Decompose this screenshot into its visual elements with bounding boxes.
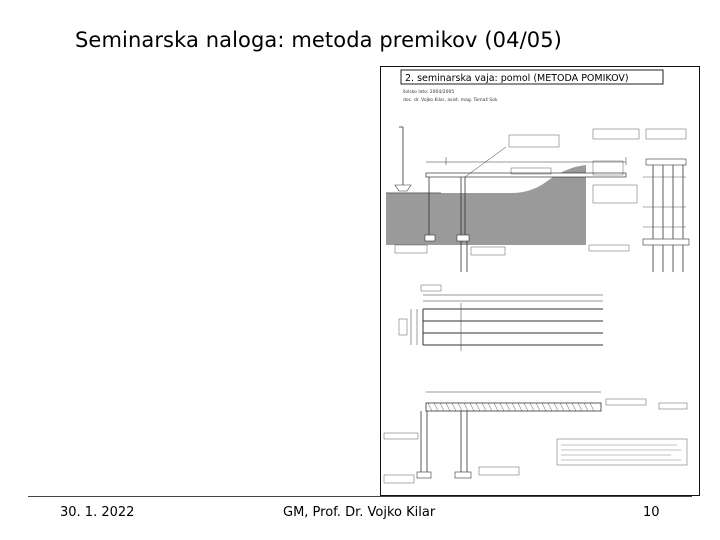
plan-view [399,285,603,351]
footer-divider [28,496,692,497]
lower-elevation-view [384,392,687,483]
drawing-canvas [381,67,699,495]
footer-page-number: 10 [643,505,660,520]
section-view [386,127,689,272]
sheet-line-2: doc. dr. Vojko Kilar, asist. mag. Tomaž Sok [403,98,498,103]
footer-author: GM, Prof. Dr. Vojko Kilar [283,505,436,520]
sheet-line-1: šolsko leto: 2004/2005 [403,90,455,95]
engineering-drawing-sheet [380,66,700,496]
sheet-heading: 2. seminarska vaja: pomol (METODA POMIKOV) [405,73,629,84]
footer-date: 30. 1. 2022 [60,505,135,520]
slide-title: Seminarska naloga: metoda premikov (04/05) [75,28,562,52]
